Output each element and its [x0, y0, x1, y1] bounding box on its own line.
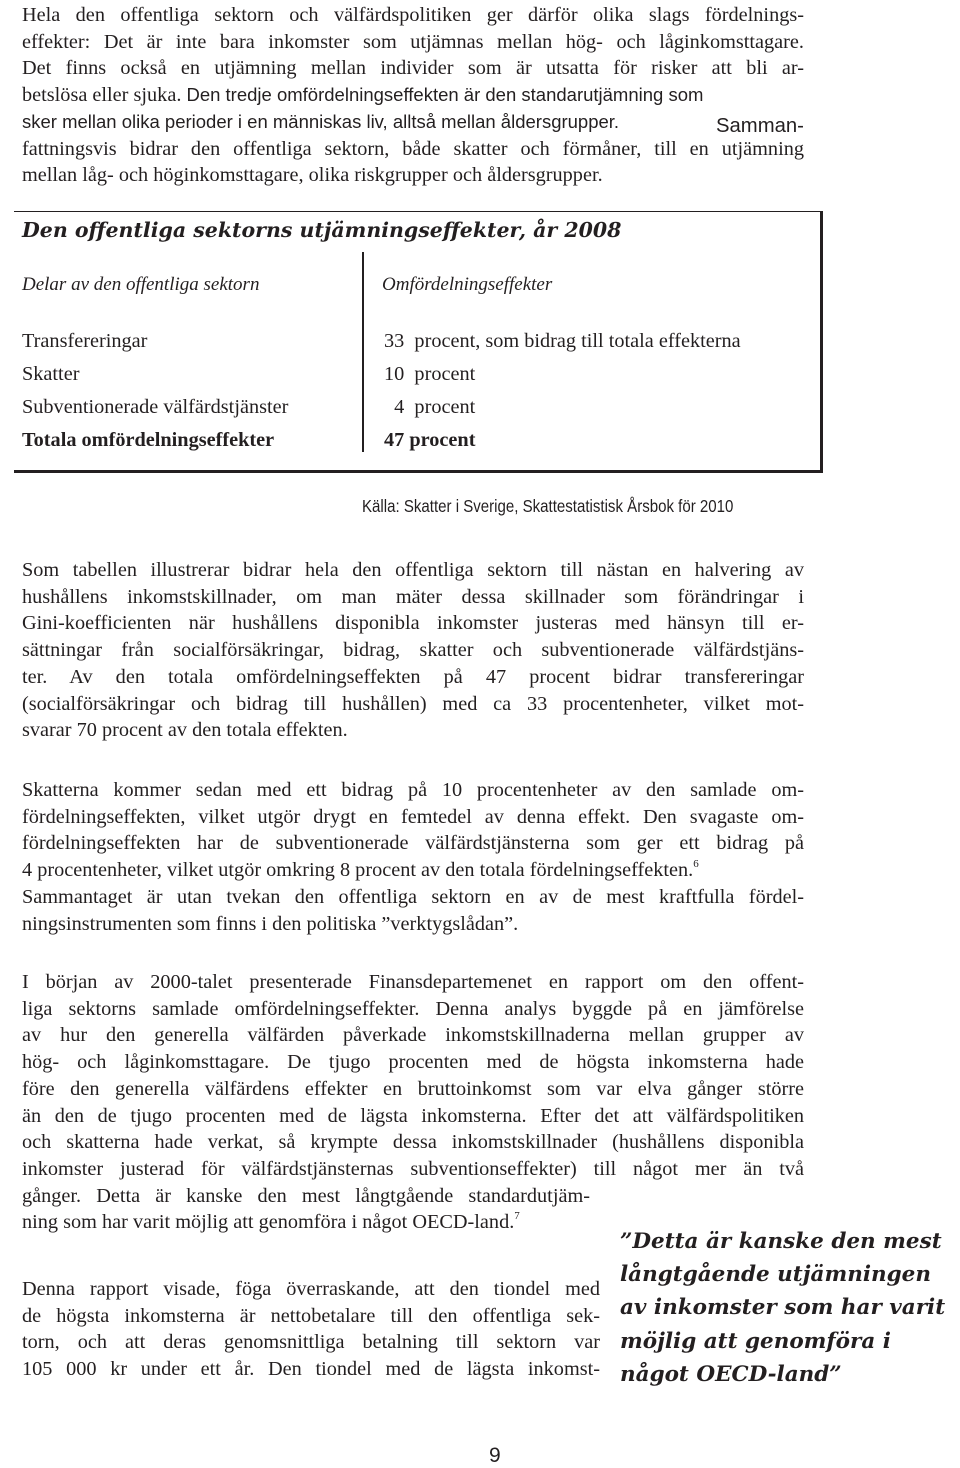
p5-line: 105 000 kr under ett år. Den tiondel med de lägsta inkomst-: [22, 1358, 600, 1381]
p4-line: av hur den generella välfärden påverkade inkomstskillnaderna mellan grupper av: [22, 1024, 804, 1047]
intro-line-1: Hela den offentliga sektorn och välfärdspolitiken ger därför olika slags fördelnings-: [22, 4, 804, 26]
p3-line: Sammantaget är utan tvekan den offentliga sektorn en av de mest kraftfulla fördel-: [22, 885, 804, 908]
table-cell-total-part: Totala omfördelningseffekter: [22, 429, 275, 451]
pull-quote-line: ”Detta är kanske den mest: [620, 1229, 942, 1254]
p2-line: Som tabellen illustrerar bidrar hela den offentliga sektorn till nästan en halvering av: [22, 559, 804, 581]
footnote-ref-7[interactable]: 7: [514, 1210, 520, 1223]
intro-line-4: betslösa eller sjuka. Den tredje omfördelningseffekten är den standarutjämning som: [22, 84, 704, 107]
p3-line: fördelningseffekten har de subventionerade välfärdstjänsterna som ger ett bidrag på: [22, 832, 804, 855]
p5-line: de högsta inkomsterna är nettobetalare till den offentliga sek-: [22, 1304, 600, 1327]
p4-line: ning som har varit möjlig att genomföra i något OECD-land.$^7$: [22, 1210, 520, 1234]
p2-line: Gini-koefficienten när hushållens disponibla inkomster justeras med hänsyn till er-: [22, 612, 804, 635]
table-header-parts: Delar av den offentliga sektorn: [22, 274, 260, 295]
table-cell-part: Skatter: [22, 363, 80, 385]
p5-line: Denna rapport visade, föga överraskande, att den tiondel med: [22, 1278, 600, 1300]
table-source: Källa: Skatter i Sverige, Skattestatistisk Årsbok för 2010: [362, 496, 734, 516]
intro-line-2: effekter: Det är inte bara inkomster som utjämnas mellan hög- och låginkomsttagare.: [22, 30, 804, 53]
table-title: Den offentliga sektorns utjämningseffekter, år 2008: [22, 218, 622, 242]
p4-line: liga sektorns samlade omfördelningseffekter. Denna analys byggde på en jämförelse: [22, 997, 804, 1020]
p4-line: I början av 2000-talet presenterade Finansdepartemenet en rapport om den offent-: [22, 971, 804, 993]
pull-quote-line: långtgående utjämningen: [620, 1262, 931, 1288]
pull-quote-line: möjlig att genomföra i: [620, 1328, 891, 1354]
paragraph-3: [22, 777, 804, 937]
intro-line-7: fattningsvis bidrar den offentliga sektorn, både skatter och förmåner, till en utjämning: [22, 137, 804, 160]
p4-line: hög- och låginkomsttagare. De tjugo procenten med de högsta inkomsterna hade: [22, 1051, 804, 1074]
p2-line: sättningar från socialförsäkringar, bidrag, skatter och subventionerade välfärdstjäns-: [22, 639, 804, 662]
page-number: 9: [489, 1444, 501, 1467]
intro-line-8: mellan låg- och höginkomsttagare, olika riskgrupper och åldersgrupper.: [22, 164, 603, 187]
footnote-ref-6[interactable]: 6: [693, 858, 699, 871]
p3-line: 4 procentenheter, vilket utgör omkring 8 procent av den totala fördelningseffekten.$^6$: [22, 858, 699, 882]
p3-line: Skatterna kommer sedan med ett bidrag på 10 procentenheter av den samlade om-: [22, 779, 804, 801]
p4-line: än den de tjugo procenten med de lägsta inkomsterna. Efter det att välfärdspolitiken: [22, 1104, 804, 1127]
p4-line: gånger. Detta är kanske den mest långtgående standardutjäm-: [22, 1184, 590, 1207]
table-cell-effect: 10 procent: [384, 363, 476, 385]
p5-line: torn, och att deras genomsnittliga betalning till sektorn var: [22, 1331, 600, 1354]
table-cell-part: Subventionerade välfärdstjänster: [22, 396, 289, 418]
paragraph-5: [22, 1276, 600, 1383]
pull-quote-line: av inkomster som har varit: [620, 1295, 946, 1321]
table-cell-total-effect: 47 procent: [384, 429, 476, 451]
intro-line-3: Det finns också en utjämning mellan individer som är utsatta för risker att bli ar-: [22, 57, 804, 80]
p2-line: hushållens inkomstskillnader, om man mäter dessa skillnader som förändringar i: [22, 585, 804, 608]
p2-line: (socialförsäkringar och bidrag till hushållen) med ca 33 procentenheter, vilket mot-: [22, 692, 804, 715]
pull-quote-line: något OECD-land”: [620, 1361, 842, 1387]
table-cell-effect: 4 procent: [384, 396, 476, 418]
intro-line-5-end: Samman-: [716, 115, 804, 137]
paragraph-2: [22, 557, 804, 744]
p4-line: före den generella välfärdens effekter en bruttoinkomst som var elva gånger större: [22, 1077, 804, 1100]
table-header-effects: Omfördelningseffekter: [382, 274, 553, 295]
p2-line: svarar 70 procent av den totala effekten.: [22, 719, 348, 742]
pull-quote: [620, 1225, 945, 1391]
p3-line: fördelningseffekten, vilket utgör drygt en femtedel av denna effekt. Den svagaste om-: [22, 805, 804, 828]
paragraph-4: [22, 969, 804, 1236]
p2-line: ter. Av den totala omfördelningseffekten på 47 procent bidrar transfereringar: [22, 665, 804, 688]
p4-line: och skatterna hade verkat, så krympte dessa inkomstskillnader (hushållens disponibla: [22, 1131, 804, 1154]
intro-line-5: sker mellan olika perioder i en människas liv, alltså mellan åldersgrupper.: [22, 110, 620, 132]
table-cell-part: Transfereringar: [22, 330, 148, 352]
table-cell-effect: 33 procent, som bidrag till totala effekterna: [384, 330, 741, 352]
p3-line: ningsinstrumenten som finns i den politiska ”verktygslådan”.: [22, 912, 519, 935]
intro-sans-sentence: Den tredje omfördelningseffekten är den standarutjämning som: [186, 84, 704, 106]
intro-paragraph: [22, 2, 804, 189]
table-column-divider: [362, 252, 364, 452]
p4-line: inkomster justerad för välfärdstjänsternas subventionseffekter) till något mer än två: [22, 1157, 804, 1180]
